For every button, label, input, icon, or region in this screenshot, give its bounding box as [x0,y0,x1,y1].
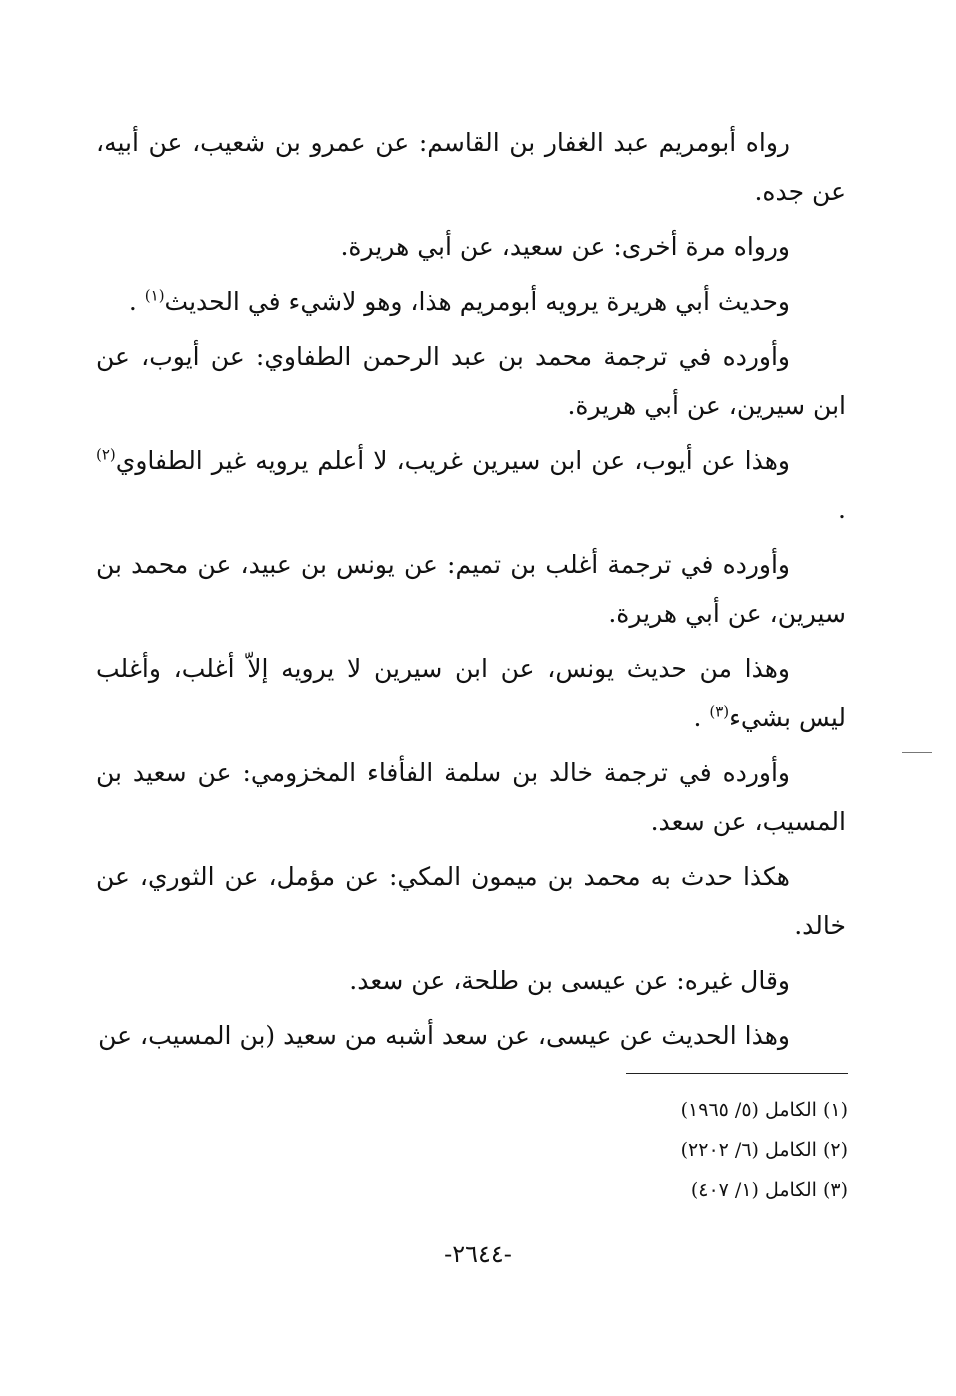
paragraph: وأورده في ترجمة أغلب بن تميم: عن يونس بن عبيد، عن محمد بن سيرين، عن أبي هريرة. [96,550,846,628]
margin-mark [902,752,932,753]
footnote-ref: (٢) [96,445,116,464]
paragraph-text: وهذا من حديث يونس، عن ابن سيرين لا يرويه إلاّ أغلب، وأغلب ليس بشيء [96,654,846,732]
page-number: -٢٦٤٤- [444,1240,512,1268]
paragraph: ورواه مرة أخرى: عن سعيد، عن أبي هريرة. [340,232,790,261]
footnote: (٢) الكامل (٦/ ٢٢٠٢) [680,1139,848,1161]
period: . [128,287,137,316]
footnote: (١) الكامل (٥/ ١٩٦٥) [680,1099,848,1121]
paragraph: وأورده في ترجمة خالد بن سلمة الفأفاء المخزومي: عن سعيد بن المسيب، عن سعد. [96,758,846,836]
paragraph: هكذا حدث به محمد بن ميمون المكي: عن مؤمل، عن الثوري، عن خالد. [96,862,846,940]
paragraph [96,277,846,326]
footnote: (٣) الكامل (١/ ٤٠٧) [690,1179,848,1201]
period: . [838,495,846,524]
main-text [96,118,846,1066]
paragraph: رواه أبومريم عبد الغفار بن القاسم: عن عمرو بن شعيب، عن أبيه، عن جده. [96,128,846,206]
paragraph-text: وهذا عن أيوب، عن ابن سيرين غريب، لا أعلم يرويه غير الطفاوي [115,446,790,475]
footnote-ref: (١) [144,286,165,305]
footnote-separator [626,1073,848,1074]
footnote-ref: (٣) [709,702,730,721]
paragraph: وهذا الحديث عن عيسى، عن سعد أشبه من سعيد (بن المسيب، عن [98,1021,790,1050]
paragraph: وقال غيره: عن عيسى بن طلحة، عن سعد. [349,966,790,995]
paragraph: وأورده في ترجمة محمد بن عبد الرحمن الطفاوي: عن أيوب، عن ابن سيرين، عن أبي هريرة. [96,342,846,420]
paragraph [96,644,846,742]
paragraph-text: وحديث أبي هريرة يرويه أبومريم هذا، وهو لاشيء في الحديث [164,287,790,316]
period: . [693,703,702,732]
footnotes [500,1090,848,1210]
paragraph [96,436,846,534]
